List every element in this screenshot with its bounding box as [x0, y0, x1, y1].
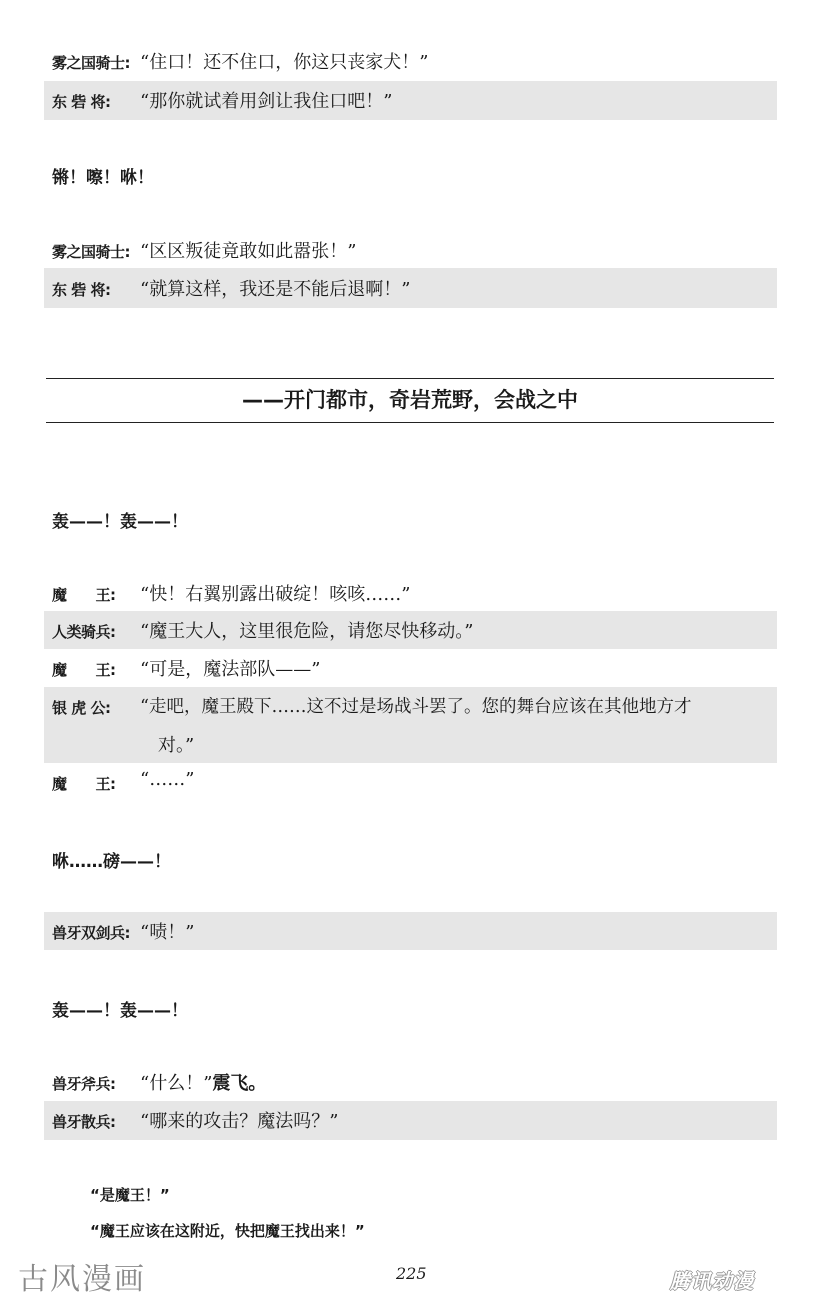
sound-effect: 锵！嚓！咻！ [52, 168, 154, 188]
dialogue-text: “可是，魔法部队——” [140, 659, 321, 680]
watermark-right: 腾讯动漫 [670, 1269, 754, 1293]
dialogue-text: “哪来的攻击？魔法吗？” [140, 1111, 339, 1132]
speaker-label: 雾之国骑士: [52, 54, 130, 72]
narration-line: “是魔王！” [90, 1186, 170, 1204]
heading-rule-bottom [46, 422, 774, 423]
heading-rule-top [46, 378, 774, 379]
dialogue-text: “……” [140, 769, 195, 790]
dialogue-text: “走吧，魔王殿下……这不过是场战斗罢了。您的舞台应该在其他地方才 [140, 697, 692, 717]
narration-line: “魔王应该在这附近，快把魔王找出来！” [90, 1222, 365, 1240]
speaker-label: 魔 王: [52, 661, 116, 679]
speaker-label: 兽牙双剑兵: [52, 924, 130, 942]
dialogue-text: “快！右翼别露出破绽！咳咳……” [140, 584, 411, 605]
speaker-label: 雾之国骑士: [52, 243, 130, 261]
speaker-label: 人类骑兵: [52, 623, 116, 641]
speaker-label: 东 砦 将: [52, 93, 111, 111]
dialogue-text: “区区叛徒竟敢如此嚣张！” [140, 241, 357, 262]
watermark-left: 古风漫画 [18, 1262, 146, 1297]
speaker-label: 兽牙散兵: [52, 1113, 116, 1131]
dialogue-text: “就算这样，我还是不能后退啊！” [140, 279, 411, 300]
section-heading: ——开门都市，奇岩荒野，会战之中 [242, 388, 578, 412]
speaker-label: 兽牙斧兵: [52, 1075, 116, 1093]
speaker-label: 东 砦 将: [52, 281, 111, 299]
dialogue-quote: “什么！” [140, 1073, 213, 1094]
dialogue-text-continued: 对。” [158, 735, 195, 756]
speaker-label: 银 虎 公: [52, 699, 111, 717]
speaker-label: 魔 王: [52, 586, 116, 604]
sound-effect: 咻……磅——！ [52, 852, 171, 872]
dialogue-tail: 震飞。 [212, 1073, 267, 1094]
speaker-label: 魔 王: [52, 775, 116, 793]
dialogue-text: “魔王大人，这里很危险，请您尽快移动。” [140, 621, 474, 642]
dialogue-text: “那你就试着用剑让我住口吧！” [140, 91, 393, 112]
page-number: 225 [396, 1264, 427, 1283]
dialogue-text: “住口！还不住口，你这只丧家犬！” [140, 52, 429, 73]
sound-effect: 轰——！轰——！ [52, 512, 188, 532]
dialogue-text [140, 1069, 266, 1095]
dialogue-text: “啧！” [140, 922, 195, 943]
sound-effect: 轰——！轰——！ [52, 1001, 188, 1021]
